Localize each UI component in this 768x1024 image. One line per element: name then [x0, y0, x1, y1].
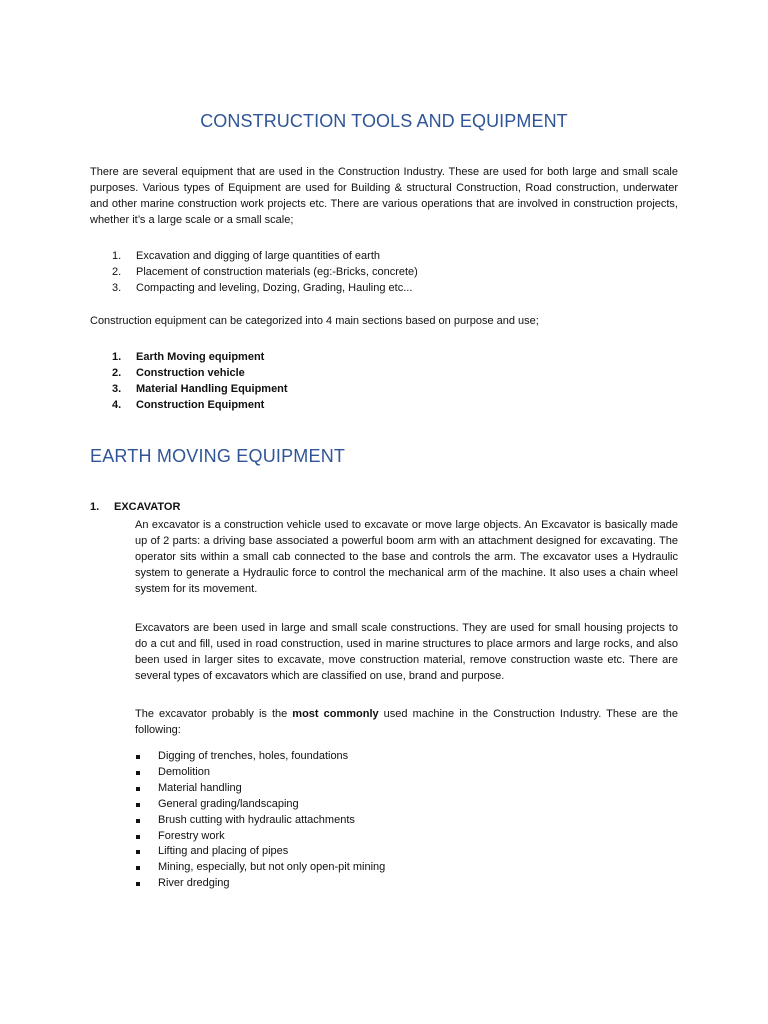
list-item: 1. Excavation and digging of large quantities of earth	[112, 250, 380, 262]
list-item: 4. Construction Equipment	[112, 399, 265, 411]
excavator-heading	[90, 499, 180, 515]
list-item: River dredging	[135, 876, 385, 892]
list-item: 1. Earth Moving equipment	[112, 351, 265, 363]
excavator-paragraph-1: An excavator is a construction vehicle used to excavate or move large objects. An Excavator is basically made up of 2 parts: a driving base associated a powerful boom arm with an attachment designed for excavating. The operator sits within a small cab connected to the base and controls the arm. The excavator uses a Hydraulic system to generate a Hydraulic force to control the mechanical arm of the machine. It also uses a chain wheel system for its movement.	[135, 519, 678, 595]
list-item: Lifting and placing of pipes	[135, 844, 385, 860]
bullet-icon	[136, 803, 140, 807]
excavator-heading-number: 1.	[90, 501, 100, 513]
operations-list	[90, 248, 650, 296]
bullet-icon	[136, 819, 140, 823]
document-title: CONSTRUCTION TOOLS AND EQUIPMENT	[200, 111, 568, 131]
list-item: 2. Construction vehicle	[112, 367, 245, 379]
bullet-icon	[136, 787, 140, 791]
categories-list	[90, 349, 650, 413]
list-item: Digging of trenches, holes, foundations	[135, 749, 385, 765]
bullet-icon	[136, 850, 140, 854]
list-item: 3. Material Handling Equipment	[112, 383, 288, 395]
list-item: Forestry work	[135, 829, 385, 845]
list-item: Mining, especially, but not only open-pit mining	[135, 860, 385, 876]
list-item: General grading/landscaping	[135, 797, 385, 813]
emphasis-text: most commonly	[292, 708, 379, 720]
bullet-icon	[136, 866, 140, 870]
bullet-icon	[136, 882, 140, 886]
bullet-icon	[136, 755, 140, 759]
excavator-paragraph-2: Excavators are been used in large and small scale constructions. They are used for small housing projects to do a cut and fill, used in road construction, used in marine structures to place armors and large rocks, and also been used in larger sites to excavate, move construction material, remove construction waste etc. There are several types of excavators which are classified on use, brand and purpose.	[135, 622, 678, 682]
list-item: Brush cutting with hydraulic attachments	[135, 813, 385, 829]
excavator-heading-text: EXCAVATOR	[114, 501, 181, 513]
excavator-uses-list	[135, 749, 385, 892]
list-item: 2. Placement of construction materials (eg:-Bricks, concrete)	[112, 266, 418, 278]
bullet-icon	[136, 835, 140, 839]
intro-paragraph: There are several equipment that are used in the Construction Industry. These are used for both large and small scale purposes. Various types of Equipment are used for Building & structural Construction, Road construction, underwater and other marine construction work projects etc. There are various operations that are involved in construction projects, whether it’s a large scale or a small scale;	[90, 166, 678, 226]
bullet-icon	[136, 771, 140, 775]
categories-intro-paragraph: Construction equipment can be categorized into 4 main sections based on purpose and use;	[90, 315, 539, 327]
list-item: Material handling	[135, 781, 385, 797]
list-item: Demolition	[135, 765, 385, 781]
excavator-paragraph-3: The excavator probably is the most commonly used machine in the Construction Industry. These are the following:	[135, 708, 678, 736]
list-item: 3. Compacting and leveling, Dozing, Grading, Hauling etc...	[112, 282, 413, 294]
section-heading: EARTH MOVING EQUIPMENT	[90, 446, 346, 466]
